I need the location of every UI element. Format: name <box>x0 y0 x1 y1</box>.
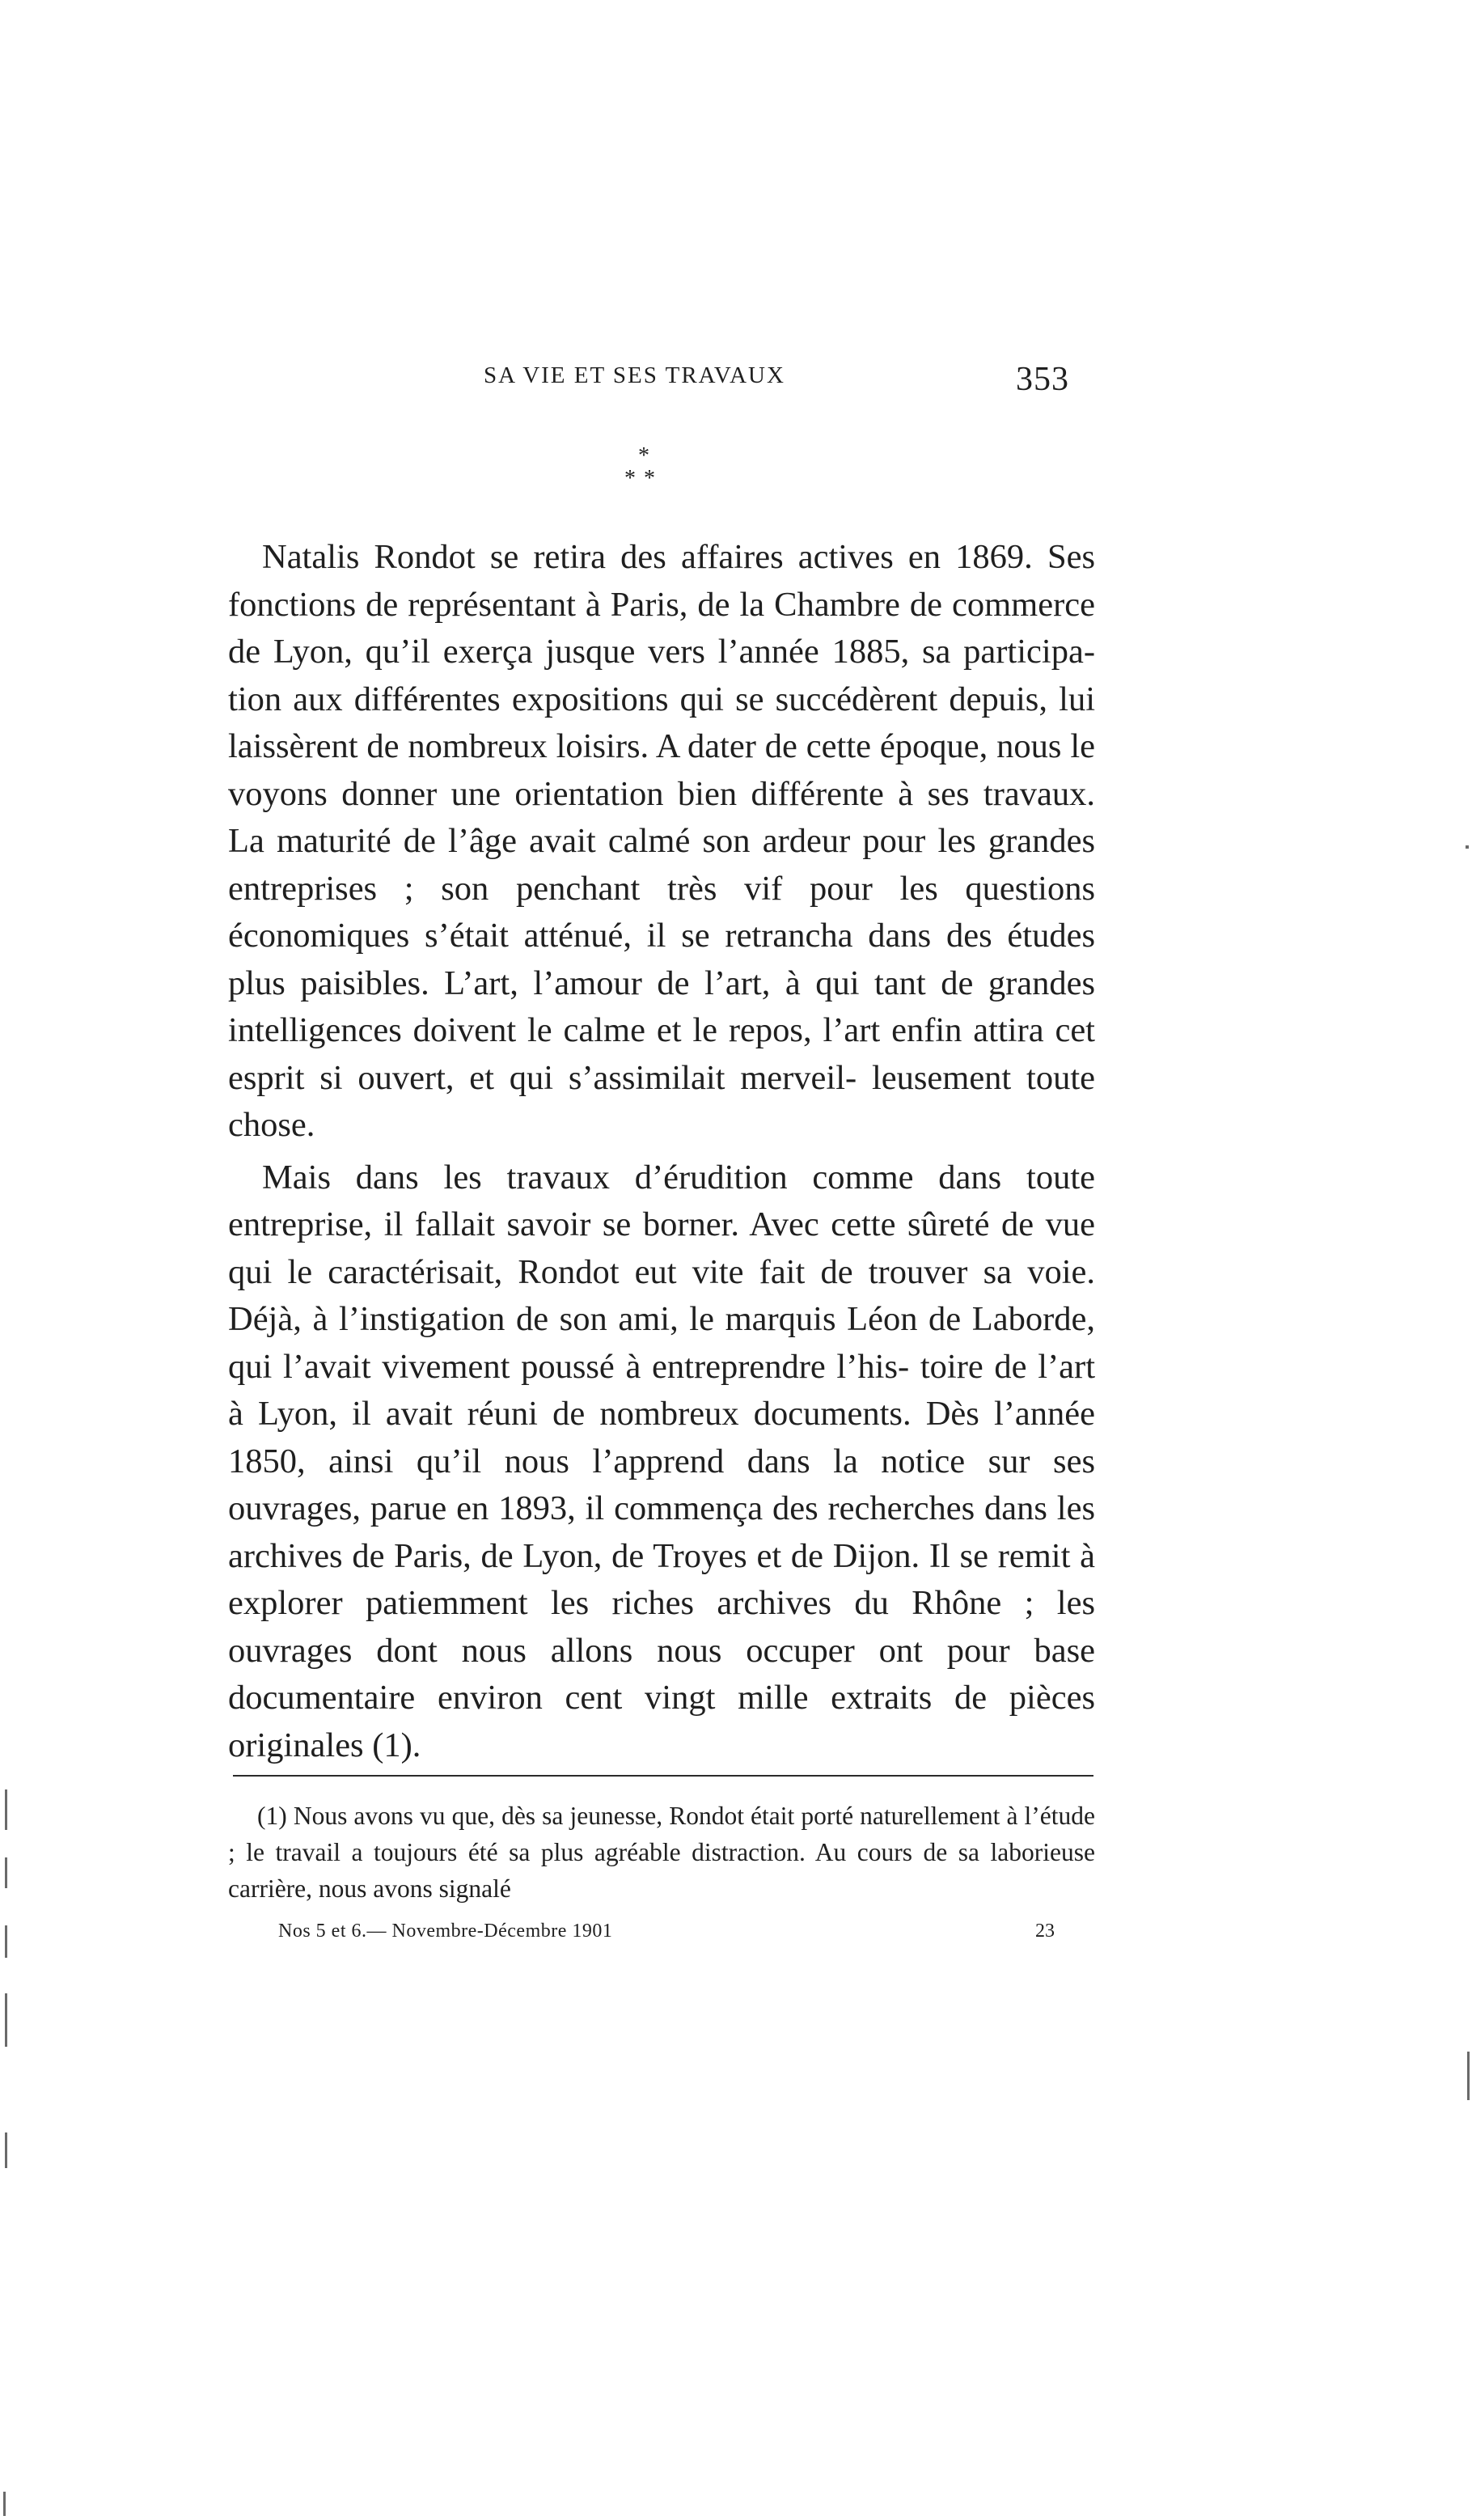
asterism-top-star: * <box>638 443 649 468</box>
scan-mark-bottom-left <box>3 2492 6 2516</box>
footnote-1: (1) Nous avons vu que, dès sa jeunesse, Rondot était porté naturellement à l’étude ; le travail a toujours été sa plus agréable distraction. Au cours de sa laborieuse carrière, nous avons signalé <box>228 1802 1095 1903</box>
scan-mark-left-2 <box>5 1857 7 1888</box>
scan-mark-left-1 <box>5 1789 7 1830</box>
sheet-number: 23 <box>1035 1921 1055 1942</box>
section-break-asterism <box>595 445 692 490</box>
paragraph-2: Mais dans les travaux d’érudition comme dans toute entreprise, il fallait savoir se borner. Avec cette sûreté de vue qui le caractérisait, Rondot eut vite fait de trouver sa voie. Déjà, à l’instigation de son ami, le marquis Léon de Laborde, qui l’avait vivement poussé à entreprendre l’his- toire de l’art à Lyon, il avait réuni de nombreux documents. Dès l’année 1850, ainsi qu’il nous l’apprend dans la notice sur ses ouvrages, parue en 1893, il commença des recherches dans les archives de Paris, de Lyon, de Troyes et de Dijon. Il se remit à explorer patiemment les riches archives du Rhône ; les ouvrages dont nous allons nous occuper ont pour base documentaire environ cent vingt mille extraits de pièces originales (1). <box>228 1158 1095 1764</box>
issue-signature: Nos 5 et 6.— Novembre-Décembre 1901 <box>278 1921 613 1942</box>
scan-mark-left-3 <box>5 1925 7 1958</box>
running-head: SA VIE ET SES TRAVAUX <box>484 362 785 388</box>
scan-mark-left-4 <box>5 1993 7 2047</box>
scan-mark-right-1 <box>1466 845 1469 849</box>
scan-mark-right-2 <box>1467 2052 1470 2100</box>
scan-mark-left-5 <box>5 2132 7 2168</box>
footnote-separator <box>233 1775 1093 1777</box>
paragraph-1: Natalis Rondot se retira des affaires actives en 1869. Ses fonctions de représentant à Paris, de la Chambre de commerce de Lyon, qu’il exerça jusque vers l’année 1885, sa participa- tion aux différentes expositions qui se succédèrent depuis, lui laissèrent de nombreux loisirs. A dater de cette époque, nous le voyons donner une orientation bien différente à ses travaux. La maturité de l’âge avait calmé son ardeur pour les grandes entreprises ; son penchant très vif pour les questions économiques s’était atténué, il se retrancha dans des études plus paisibles. L’art, l’amour de l’art, à qui tant de grandes intelligences doivent le calme et le repos, l’art enfin attira cet esprit si ouvert, et qui s’assimilait merveil- leusement toute chose. <box>228 538 1095 1144</box>
page-number: 353 <box>1016 361 1069 398</box>
main-text <box>228 534 1095 1769</box>
asterism-bottom-stars: ** <box>624 466 663 491</box>
